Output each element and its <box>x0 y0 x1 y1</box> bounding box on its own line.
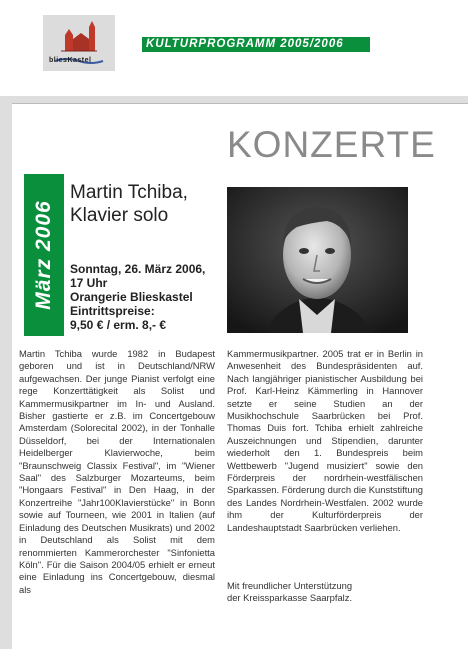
header-divider <box>0 103 468 104</box>
event-title <box>70 181 188 227</box>
month-label: März 2006 <box>32 200 55 310</box>
biography-text-1: Martin Tchiba wurde 1982 in Budapest geboren und ist in Deutschland/NRW aufgewachsen. Der junge Pianist verfolgt eine rege Konzerttätigkeit als Solist und Kammermusikpartner im In- und Ausland. Bisher gastierte er z.B. im Concertgebouw Amsterdam (Solorecital 2002), in der Tonhalle Düsseldorf, bei der Internationalen Heidelberger Klavierwoche, beim "Braunschweig Classix Festival", im "Wiener Saal" des Salzburger Mozarteums, beim "Hongaars Festival" in Den Haag, in der Konzertreihe "Jahr100Klavierstücke" in Bonn sowie auf Tourneen, wie 2001 in Italien (auf Einladung des Deutschen Musikrats) und 2002 in Deutschland als Solist mit dem renommierten Kammerorchester "Sinfonietta Köln". Für die Saison 2004/05 erhielt er erneut eine Einladung ins Concertgebouw, diesmal als <box>19 348 215 595</box>
sponsor-note <box>227 580 352 605</box>
admission-price: 9,50 € / erm. 8,- € <box>70 318 167 332</box>
header-band <box>0 96 468 103</box>
biography-column-1 <box>19 348 215 596</box>
town-logo <box>43 15 115 71</box>
page-heading: KONZERTE <box>227 124 436 165</box>
event-time: 17 Uhr <box>70 276 108 290</box>
pianist-photo <box>227 187 408 333</box>
event-venue: Orangerie Blieskastel <box>70 290 193 304</box>
biography-text-2: Kammermusikpartner. 2005 trat er in Berlin in Anwesenheit des Bundespräsidenten auf. Nach langjähriger pianistischer Ausbildung bei Prof. Karl-Heinz Kämmerling in Hannover setzte er seine Studien an der Musikhochschule Saarbrücken bei Prof. Thomas Duis fort. Tchiba erhielt zahlreiche Auszeichnungen und Stipendien, darunter wiederholt den 1. Bundespreis beim Wettbewerb "Jugend musiziert" sowie den Förderpreis der nordrhein-westfälischen Sparkassen. Förderung durch die Kunststiftung des Landes Nordrhein-Westfalen. 2002 wurde ihm der Kulturförderpreis der Landeshauptstadt Saarbrücken verliehen. <box>227 348 423 533</box>
event-title-line1: Martin Tchiba, <box>70 182 188 203</box>
event-date: Sonntag, 26. März 2006, <box>70 262 206 276</box>
event-title-line2: Klavier solo <box>70 205 169 226</box>
biography-column-2 <box>227 348 423 534</box>
portrait-image <box>227 187 408 333</box>
sponsor-line2: der Kreissparkasse Saarpfalz. <box>227 592 353 604</box>
month-label-box <box>24 174 64 336</box>
event-details <box>70 262 205 332</box>
program-banner: KULTURPROGRAMM 2005/2006 <box>142 37 370 52</box>
left-band <box>0 96 12 649</box>
admission-label: Eintrittspreise: <box>70 304 155 318</box>
sponsor-line1: Mit freundlicher Unterstützung <box>227 580 353 591</box>
logo-text: bliesKastel <box>49 57 92 64</box>
